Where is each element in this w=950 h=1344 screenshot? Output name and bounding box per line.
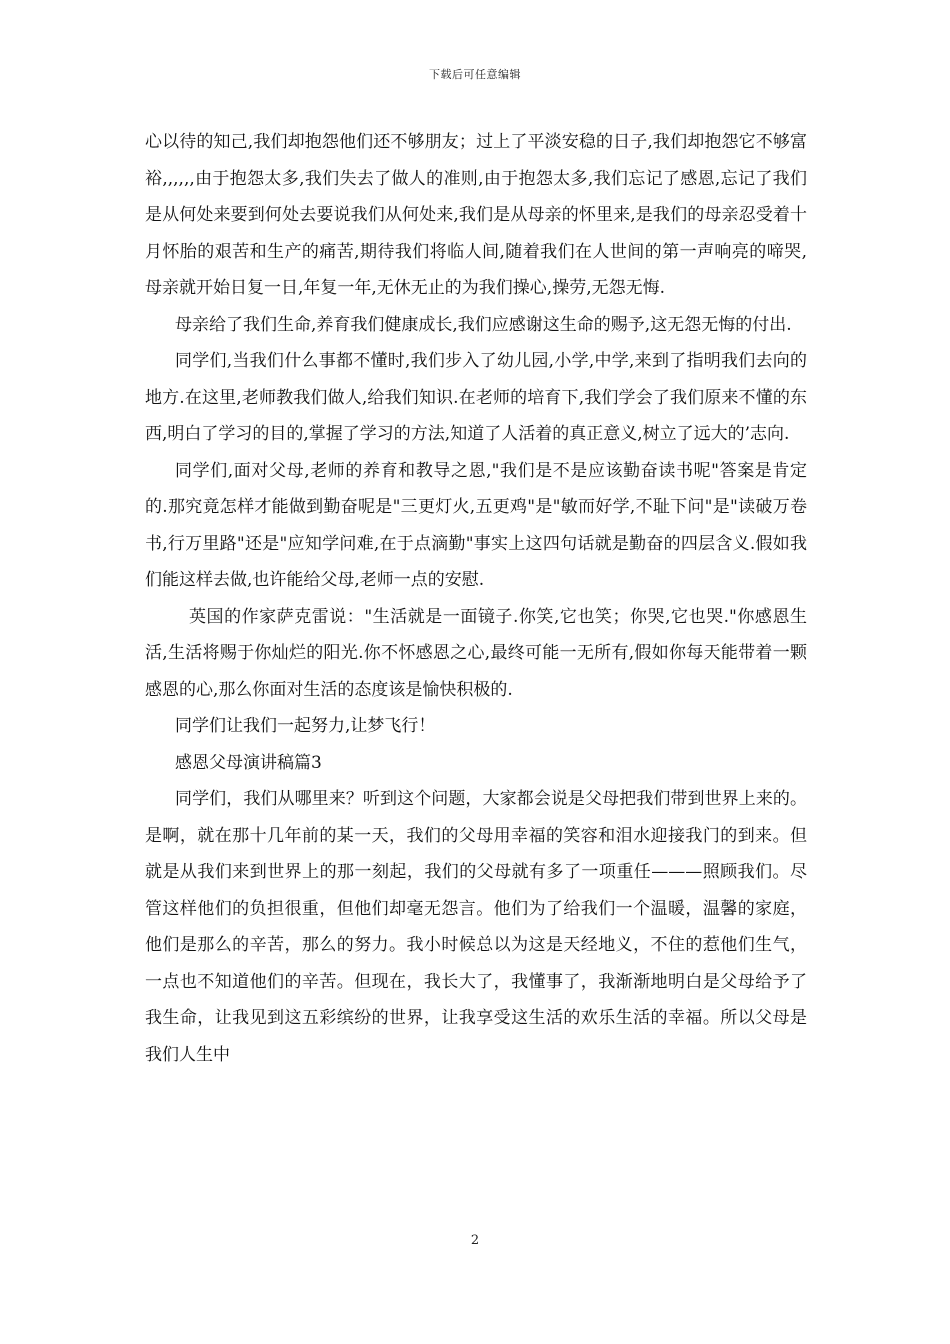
paragraph-where-from: 同学们，我们从哪里来？听到这个问题，大家都会说是父母把我们带到世界上来的。是啊，就在那十几年前的某一天，我们的父母用幸福的笑容和泪水迎接我门的到来。但就是从我们来到世界上的那一刻起，我们的父母就有多了一项重任———照顾我们。尽管这样他们的负担很重，但他们却毫无怨言。他们为了给我们一个温暖，温馨的家庭，他们是那么的辛苦，那么的努力。我小时候总以为这是天经地义，不住的惹他们生气，一点也不知道他们的辛苦。但现在，我长大了，我懂事了，我渐渐地明白是父母给予了我生命，让我见到这五彩缤纷的世界，让我享受这生活的欢乐生活的幸福。所以父母是我们人生中: [145, 789, 807, 1065]
paragraph-teachers: 同学们,当我们什么事都不懂时,我们步入了幼儿园,小学,中学,来到了指明我们去向的地方.在这里,老师教我们做人,给我们知识.在老师的培育下,我们学会了我们原来不懂的东西,明白了学习的目的,掌握了学习的方法,知道了人活着的真正意义,树立了远大的’志向.: [145, 351, 807, 444]
paragraph-complaint: 心以待的知己,我们却抱怨他们还不够朋友；过上了平淡安稳的日子,我们却抱怨它不够富裕,,,,,,由于抱怨太多,我们失去了做人的准则,由于抱怨太多,我们忘记了感恩,忘记了我们是从何处来要到何处去要说我们从何处来,我们是从母亲的怀里来,是我们的母亲忍受着十月怀胎的艰苦和生产的痛苦,期待我们将临人间,随着我们在人世间的第一声响亮的啼哭,母亲就开始日复一日,年复一年,无休无止的为我们操心,操劳,无怨无悔.: [145, 132, 807, 298]
page-number: 2: [470, 1233, 480, 1248]
paragraph-thackeray-quote: 英国的作家萨克雷说："生活就是一面镜子.你笑,它也笑；你哭,它也哭."你感恩生活,生活将赐于你灿烂的阳光.你不怀感恩之心,最终可能一无所有,假如你每天能带着一颗感恩的心,那么你面对生活的态度该是愉快积极的.: [145, 606, 807, 700]
paragraph-mother: 母亲给了我们生命,养育我们健康成长,我们应感谢这生命的赐予,这无怨无悔的付出.: [175, 314, 792, 335]
document-body: [145, 124, 807, 1073]
paragraph-diligence: 同学们,面对父母,老师的养育和教导之恩,"我们是不是应该勤奋读书呢"答案是肯定的.那究竟怎样才能做到勤奋呢是"三更灯火,五更鸡"是"敏而好学,不耻下问"是"读破万卷书,行万里路"还是"应知学问难,在于点滴勤"事实上这四句话就是勤奋的四层含义.假如我们能这样去做,也许能给父母,老师一点的安慰.: [145, 460, 807, 590]
page-header: 下载后可任意编辑: [429, 68, 521, 81]
section-heading: 感恩父母演讲稿篇3: [175, 752, 322, 773]
paragraph-closing: 同学们让我们一起努力,让梦飞行！: [175, 716, 436, 736]
